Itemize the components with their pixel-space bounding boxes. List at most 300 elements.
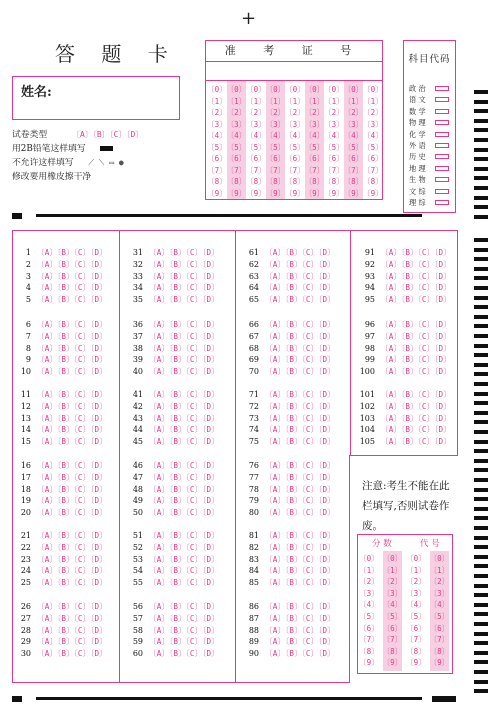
answer-bubbles[interactable]: 〔A〕〔B〕〔C〕〔D〕 (265, 331, 336, 341)
exam-digit-bubble[interactable]: 〔4〕 (304, 131, 325, 140)
timing-mark (474, 257, 488, 261)
score-digit-bubble[interactable]: 〔1〕 (382, 565, 403, 575)
score-label: 分 数 (372, 539, 392, 549)
exam-digit-bubble[interactable]: 〔7〕 (246, 165, 266, 175)
question-number: 2 (25, 259, 31, 269)
answer-bubbles[interactable]: 〔A〕〔B〕〔C〕〔D〕 (149, 320, 220, 329)
exam-digit-bubble[interactable]: 〔0〕 (304, 85, 325, 94)
subject-bubble[interactable] (435, 154, 449, 159)
score-digit-bubble[interactable]: 〔6〕 (382, 623, 403, 633)
timing-mark (474, 536, 488, 540)
exam-digit-bubble[interactable]: 〔6〕 (343, 154, 364, 163)
answer-bubbles[interactable]: 〔A〕〔B〕〔C〕〔D〕 (149, 508, 220, 518)
exam-digit-bubble[interactable]: 〔4〕 (285, 131, 305, 140)
answer-bubbles[interactable]: 〔A〕〔B〕〔C〕〔D〕 (37, 343, 108, 353)
exam-digit-bubble[interactable]: 〔5〕 (363, 142, 383, 152)
question-number: 59 (132, 637, 143, 647)
subject-bubble[interactable] (435, 132, 449, 137)
answer-bubbles[interactable]: 〔A〕〔B〕〔C〕〔D〕 (37, 437, 108, 447)
question-number: 91 (364, 248, 375, 257)
question-number: 66 (248, 320, 259, 329)
score-digit-bubble[interactable]: 〔2〕 (429, 577, 450, 587)
answer-bubbles[interactable]: 〔A〕〔B〕〔C〕〔D〕 (149, 472, 220, 482)
subject-name: 地 理 (409, 163, 426, 173)
answer-bubbles[interactable]: 〔A〕〔B〕〔C〕〔D〕 (37, 425, 108, 435)
answer-bubbles[interactable]: 〔A〕〔B〕〔C〕〔D〕 (265, 531, 336, 540)
score-digit-bubble[interactable]: 〔0〕 (429, 554, 450, 563)
question-number: 43 (132, 413, 143, 423)
answer-bubbles[interactable]: 〔A〕〔B〕〔C〕〔D〕 (265, 542, 336, 552)
answer-bubbles[interactable]: 〔A〕〔B〕〔C〕〔D〕 (37, 637, 108, 647)
question-number: 17 (20, 472, 31, 482)
exam-digit-bubble[interactable]: 〔2〕 (207, 108, 227, 117)
score-digit-bubble[interactable]: 〔4〕 (382, 600, 403, 610)
subject-bubble[interactable] (435, 120, 449, 125)
answer-bubbles[interactable]: 〔A〕〔B〕〔C〕〔D〕 (37, 320, 108, 329)
score-digit-bubble[interactable]: 〔3〕 (359, 588, 379, 598)
answer-bubbles[interactable]: 〔A〕〔B〕〔C〕〔D〕 (265, 320, 336, 329)
answer-bubbles[interactable]: 〔A〕〔B〕〔C〕〔D〕 (149, 625, 220, 635)
answer-bubbles[interactable]: 〔A〕〔B〕〔C〕〔D〕 (37, 649, 108, 659)
question-number: 21 (20, 531, 31, 540)
score-digit-bubble[interactable]: 〔0〕 (382, 554, 403, 563)
top-divider-rule (36, 214, 422, 217)
question-number: 88 (248, 625, 259, 635)
exam-digit-bubble[interactable]: 〔4〕 (363, 131, 383, 140)
answer-bubbles[interactable]: 〔A〕〔B〕〔C〕〔D〕 (381, 355, 452, 365)
answer-bubbles[interactable]: 〔A〕〔B〕〔C〕〔D〕 (265, 295, 336, 305)
score-digit-bubble[interactable]: 〔5〕 (406, 612, 426, 621)
answer-bubbles[interactable]: 〔A〕〔B〕〔C〕〔D〕 (265, 367, 336, 377)
question-number: 28 (20, 625, 31, 635)
score-digit-bubble[interactable]: 〔8〕 (429, 646, 450, 656)
answer-bubbles[interactable]: 〔A〕〔B〕〔C〕〔D〕 (37, 259, 108, 269)
score-digit-bubble[interactable]: 〔9〕 (429, 658, 450, 668)
exam-digit-bubble[interactable]: 〔6〕 (265, 154, 286, 163)
answer-bubbles[interactable]: 〔A〕〔B〕〔C〕〔D〕 (149, 367, 220, 377)
answer-bubbles[interactable]: 〔A〕〔B〕〔C〕〔D〕 (149, 613, 220, 623)
exam-digit-bubble[interactable]: 〔8〕 (324, 177, 344, 186)
score-digit-bubble[interactable]: 〔1〕 (406, 565, 426, 575)
score-digit-bubble[interactable]: 〔9〕 (382, 658, 403, 668)
answer-bubbles[interactable]: 〔A〕〔B〕〔C〕〔D〕 (37, 295, 108, 305)
exam-digit-bubble[interactable]: 〔6〕 (207, 154, 227, 163)
exam-digit-bubble[interactable]: 〔1〕 (363, 96, 383, 106)
question-number: 32 (132, 259, 143, 269)
timing-mark (474, 651, 488, 655)
score-digit-bubble[interactable]: 〔7〕 (429, 635, 450, 645)
answer-bubbles[interactable]: 〔A〕〔B〕〔C〕〔D〕 (265, 401, 336, 411)
answer-bubbles[interactable]: 〔A〕〔B〕〔C〕〔D〕 (149, 413, 220, 423)
question-number: 58 (132, 625, 143, 635)
question-number: 73 (248, 413, 259, 423)
exam-digit-bubble[interactable]: 〔9〕 (343, 188, 364, 198)
answer-bubbles[interactable]: 〔A〕〔B〕〔C〕〔D〕 (37, 508, 108, 518)
score-digit-bubble[interactable]: 〔0〕 (359, 554, 379, 563)
score-digit-bubble[interactable]: 〔2〕 (359, 577, 379, 587)
score-digit-bubble[interactable]: 〔8〕 (406, 646, 426, 656)
exam-digit-bubble[interactable]: 〔2〕 (343, 108, 364, 117)
score-digit-bubble[interactable]: 〔2〕 (382, 577, 403, 587)
answer-bubbles[interactable]: 〔A〕〔B〕〔C〕〔D〕 (149, 295, 220, 305)
answer-bubbles[interactable]: 〔A〕〔B〕〔C〕〔D〕 (149, 637, 220, 647)
answer-bubbles[interactable]: 〔A〕〔B〕〔C〕〔D〕 (381, 343, 452, 353)
answer-bubbles[interactable]: 〔A〕〔B〕〔C〕〔D〕 (37, 625, 108, 635)
answer-bubbles[interactable]: 〔A〕〔B〕〔C〕〔D〕 (265, 355, 336, 365)
exam-digit-bubble[interactable]: 〔0〕 (265, 85, 286, 94)
answer-bubbles[interactable]: 〔A〕〔B〕〔C〕〔D〕 (149, 566, 220, 576)
exam-digit-bubble[interactable]: 〔2〕 (226, 108, 247, 117)
answer-bubbles[interactable]: 〔A〕〔B〕〔C〕〔D〕 (381, 320, 452, 329)
score-digit-bubble[interactable]: 〔8〕 (382, 646, 403, 656)
question-number: 3 (25, 271, 31, 281)
subject-bubble[interactable] (435, 86, 449, 91)
question-number: 37 (132, 331, 143, 341)
page-title: 答 题 卡 (55, 42, 178, 66)
answer-bubbles[interactable]: 〔A〕〔B〕〔C〕〔D〕 (149, 259, 220, 269)
exam-digit-bubble[interactable]: 〔8〕 (343, 177, 364, 186)
answer-bubbles[interactable]: 〔A〕〔B〕〔C〕〔D〕 (37, 602, 108, 611)
score-digit-bubble[interactable]: 〔9〕 (359, 658, 379, 668)
score-digit-bubble[interactable]: 〔3〕 (382, 588, 403, 598)
answer-bubbles[interactable]: 〔A〕〔B〕〔C〕〔D〕 (381, 390, 452, 399)
exam-digit-bubble[interactable]: 〔1〕 (324, 96, 344, 106)
exam-digit-bubble[interactable]: 〔2〕 (363, 108, 383, 117)
exam-digit-bubble[interactable]: 〔4〕 (226, 131, 247, 140)
exam-digit-bubble[interactable]: 〔5〕 (265, 142, 286, 152)
answer-bubbles[interactable]: 〔A〕〔B〕〔C〕〔D〕 (381, 367, 452, 377)
exam-digit-bubble[interactable]: 〔6〕 (324, 154, 344, 163)
answer-bubbles[interactable]: 〔A〕〔B〕〔C〕〔D〕 (37, 390, 108, 399)
answer-bubbles[interactable]: 〔A〕〔B〕〔C〕〔D〕 (149, 649, 220, 659)
exam-digit-bubble[interactable]: 〔9〕 (246, 188, 266, 198)
exam-digit-bubble[interactable]: 〔9〕 (226, 188, 247, 198)
question-number: 27 (20, 613, 31, 623)
exam-digit-bubble[interactable]: 〔4〕 (207, 131, 227, 140)
timing-mark (474, 167, 488, 171)
exam-digit-bubble[interactable]: 〔2〕 (324, 108, 344, 117)
exam-digit-bubble[interactable]: 〔5〕 (304, 142, 325, 152)
answer-bubbles[interactable]: 〔A〕〔B〕〔C〕〔D〕 (149, 578, 220, 588)
score-digit-bubble[interactable]: 〔0〕 (406, 554, 426, 563)
answer-bubbles[interactable]: 〔A〕〔B〕〔C〕〔D〕 (37, 401, 108, 411)
exam-digit-bubble[interactable]: 〔1〕 (304, 96, 325, 106)
answer-bubbles[interactable]: 〔A〕〔B〕〔C〕〔D〕 (37, 331, 108, 341)
answer-bubbles[interactable]: 〔A〕〔B〕〔C〕〔D〕 (37, 542, 108, 552)
exam-digit-bubble[interactable]: 〔3〕 (285, 119, 305, 129)
answer-bubbles[interactable]: 〔A〕〔B〕〔C〕〔D〕 (149, 484, 220, 494)
exam-digit-bubble[interactable]: 〔3〕 (324, 119, 344, 129)
exam-digit-bubble[interactable]: 〔6〕 (246, 154, 266, 163)
exam-digit-bubble[interactable]: 〔8〕 (207, 177, 227, 186)
answer-bubbles[interactable]: 〔A〕〔B〕〔C〕〔D〕 (265, 637, 336, 647)
exam-digit-bubble[interactable]: 〔4〕 (324, 131, 344, 140)
exam-digit-bubble[interactable]: 〔9〕 (285, 188, 305, 198)
answer-bubbles[interactable]: 〔A〕〔B〕〔C〕〔D〕 (265, 472, 336, 482)
exam-digit-bubble[interactable]: 〔5〕 (207, 142, 227, 152)
paper-type-options[interactable]: 〔A〕〔B〕〔C〕〔D〕 (72, 130, 144, 139)
question-number: 90 (248, 649, 259, 659)
answer-bubbles[interactable]: 〔A〕〔B〕〔C〕〔D〕 (37, 248, 108, 257)
answer-bubbles[interactable]: 〔A〕〔B〕〔C〕〔D〕 (37, 531, 108, 540)
question-number: 79 (248, 496, 259, 506)
score-digit-bubble[interactable]: 〔3〕 (406, 588, 426, 598)
exam-digit-bubble[interactable]: 〔1〕 (207, 96, 227, 106)
answer-bubbles[interactable]: 〔A〕〔B〕〔C〕〔D〕 (37, 461, 108, 470)
score-digit-bubble[interactable]: 〔7〕 (382, 635, 403, 645)
exam-digit-bubble[interactable]: 〔6〕 (226, 154, 247, 163)
timing-mark (474, 670, 488, 674)
exam-digit-bubble[interactable]: 〔1〕 (285, 96, 305, 106)
timing-mark (474, 128, 488, 132)
exam-digit-bubble[interactable]: 〔0〕 (226, 85, 247, 94)
timing-mark (474, 478, 488, 482)
subject-bubble[interactable] (435, 143, 449, 148)
score-digit-bubble[interactable]: 〔4〕 (429, 600, 450, 610)
answer-bubbles[interactable]: 〔A〕〔B〕〔C〕〔D〕 (149, 355, 220, 365)
exam-digit-bubble[interactable]: 〔0〕 (285, 85, 305, 94)
score-digit-bubble[interactable]: 〔8〕 (359, 646, 379, 656)
score-digit-bubble[interactable]: 〔4〕 (359, 600, 379, 610)
answer-bubbles[interactable]: 〔A〕〔B〕〔C〕〔D〕 (265, 259, 336, 269)
exam-digit-bubble[interactable]: 〔7〕 (343, 165, 364, 175)
answer-bubbles[interactable]: 〔A〕〔B〕〔C〕〔D〕 (265, 508, 336, 518)
answer-bubbles[interactable]: 〔A〕〔B〕〔C〕〔D〕 (37, 355, 108, 365)
exam-digit-bubble[interactable]: 〔4〕 (265, 131, 286, 140)
answer-bubbles[interactable]: 〔A〕〔B〕〔C〕〔D〕 (265, 613, 336, 623)
exam-digit-bubble[interactable]: 〔5〕 (285, 142, 305, 152)
answer-bubbles[interactable]: 〔A〕〔B〕〔C〕〔D〕 (149, 531, 220, 540)
score-digit-bubble[interactable]: 〔4〕 (406, 600, 426, 610)
score-digit-bubble[interactable]: 〔1〕 (429, 565, 450, 575)
answer-bubbles[interactable]: 〔A〕〔B〕〔C〕〔D〕 (149, 496, 220, 506)
exam-digit-bubble[interactable]: 〔7〕 (265, 165, 286, 175)
answer-bubbles[interactable]: 〔A〕〔B〕〔C〕〔D〕 (381, 295, 452, 305)
answer-bubbles[interactable]: 〔A〕〔B〕〔C〕〔D〕 (37, 496, 108, 506)
score-column (406, 551, 425, 671)
answer-bubbles[interactable]: 〔A〕〔B〕〔C〕〔D〕 (265, 649, 336, 659)
timing-mark (474, 420, 488, 424)
score-digit-bubble[interactable]: 〔9〕 (406, 658, 426, 668)
question-number: 45 (132, 437, 143, 447)
timing-mark (474, 680, 488, 684)
answer-bubbles[interactable]: 〔A〕〔B〕〔C〕〔D〕 (149, 542, 220, 552)
subject-name: 化 学 (409, 129, 426, 139)
exam-digit-bubble[interactable]: 〔1〕 (246, 96, 266, 106)
answer-bubbles[interactable]: 〔A〕〔B〕〔C〕〔D〕 (149, 554, 220, 564)
exam-digit-bubble[interactable]: 〔8〕 (363, 177, 383, 186)
score-digit-bubble[interactable]: 〔2〕 (406, 577, 426, 587)
timing-mark (474, 138, 488, 142)
answer-bubbles[interactable]: 〔A〕〔B〕〔C〕〔D〕 (381, 259, 452, 269)
answer-bubbles[interactable]: 〔A〕〔B〕〔C〕〔D〕 (149, 425, 220, 435)
exam-digit-bubble[interactable]: 〔7〕 (324, 165, 344, 175)
answer-bubbles[interactable]: 〔A〕〔B〕〔C〕〔D〕 (149, 390, 220, 399)
answer-bubbles[interactable]: 〔A〕〔B〕〔C〕〔D〕 (265, 484, 336, 494)
exam-digit-bubble[interactable]: 〔6〕 (304, 154, 325, 163)
exam-digit-bubble[interactable]: 〔1〕 (265, 96, 286, 106)
exam-digit-bubble[interactable]: 〔3〕 (304, 119, 325, 129)
exam-digit-bubble[interactable]: 〔3〕 (343, 119, 364, 129)
answer-bubbles[interactable]: 〔A〕〔B〕〔C〕〔D〕 (37, 484, 108, 494)
exam-digit-bubble[interactable]: 〔6〕 (363, 154, 383, 163)
exam-digit-bubble[interactable]: 〔5〕 (246, 142, 266, 152)
subject-code-title: 科目代码 (408, 54, 451, 65)
score-digit-bubble[interactable]: 〔5〕 (429, 612, 450, 621)
exam-digit-bubble[interactable]: 〔9〕 (207, 188, 227, 198)
exam-digit-bubble[interactable]: 〔9〕 (363, 188, 383, 198)
exam-digit-bubble[interactable]: 〔0〕 (363, 85, 383, 94)
answer-bubbles[interactable]: 〔A〕〔B〕〔C〕〔D〕 (265, 271, 336, 281)
answer-bubbles[interactable]: 〔A〕〔B〕〔C〕〔D〕 (381, 413, 452, 423)
answer-bubbles[interactable]: 〔A〕〔B〕〔C〕〔D〕 (149, 248, 220, 257)
answer-bubbles[interactable]: 〔A〕〔B〕〔C〕〔D〕 (381, 271, 452, 281)
exam-digit-bubble[interactable]: 〔0〕 (246, 85, 266, 94)
score-digit-bubble[interactable]: 〔1〕 (359, 565, 379, 575)
answer-bubbles[interactable]: 〔A〕〔B〕〔C〕〔D〕 (37, 271, 108, 281)
answer-bubbles[interactable]: 〔A〕〔B〕〔C〕〔D〕 (381, 425, 452, 435)
question-number: 103 (359, 413, 375, 423)
exam-digit-bubble[interactable]: 〔8〕 (304, 177, 325, 186)
answer-bubbles[interactable]: 〔A〕〔B〕〔C〕〔D〕 (265, 283, 336, 293)
question-number: 96 (364, 320, 375, 329)
question-number: 15 (20, 437, 31, 447)
subject-bubble[interactable] (435, 200, 449, 205)
exam-digit-bubble[interactable]: 〔0〕 (343, 85, 364, 94)
exam-digit-bubble[interactable]: 〔5〕 (324, 142, 344, 152)
score-digit-bubble[interactable]: 〔7〕 (406, 635, 426, 645)
subject-bubble[interactable] (435, 177, 449, 182)
score-digit-bubble[interactable]: 〔6〕 (429, 623, 450, 633)
subject-bubble[interactable] (435, 189, 449, 194)
answer-bubbles[interactable]: 〔A〕〔B〕〔C〕〔D〕 (381, 401, 452, 411)
exam-digit-bubble[interactable]: 〔7〕 (226, 165, 247, 175)
answer-bubbles[interactable]: 〔A〕〔B〕〔C〕〔D〕 (37, 472, 108, 482)
exam-digit-bubble[interactable]: 〔3〕 (226, 119, 247, 129)
answer-bubbles[interactable]: 〔A〕〔B〕〔C〕〔D〕 (265, 578, 336, 588)
subject-bubble[interactable] (435, 166, 449, 171)
exam-digit-bubble[interactable]: 〔8〕 (246, 177, 266, 186)
exam-digit-bubble[interactable]: 〔3〕 (246, 119, 266, 129)
exam-digit-bubble[interactable]: 〔5〕 (226, 142, 247, 152)
exam-digit-bubble[interactable]: 〔7〕 (363, 165, 383, 175)
exam-digit-bubble[interactable]: 〔1〕 (226, 96, 247, 106)
exam-digit-bubble[interactable]: 〔9〕 (304, 188, 325, 198)
answer-bubbles[interactable]: 〔A〕〔B〕〔C〕〔D〕 (265, 554, 336, 564)
answer-bubbles[interactable]: 〔A〕〔B〕〔C〕〔D〕 (37, 566, 108, 576)
question-number: 94 (364, 283, 375, 293)
answer-bubbles[interactable]: 〔A〕〔B〕〔C〕〔D〕 (37, 554, 108, 564)
answer-bubbles[interactable]: 〔A〕〔B〕〔C〕〔D〕 (265, 625, 336, 635)
answer-bubbles[interactable]: 〔A〕〔B〕〔C〕〔D〕 (37, 413, 108, 423)
exam-digit-bubble[interactable]: 〔4〕 (246, 131, 266, 140)
exam-digit-bubble[interactable]: 〔2〕 (304, 108, 325, 117)
exam-digit-bubble[interactable]: 〔0〕 (207, 85, 227, 94)
exam-digit-bubble[interactable]: 〔2〕 (265, 108, 286, 117)
answer-bubbles[interactable]: 〔A〕〔B〕〔C〕〔D〕 (265, 461, 336, 470)
exam-digit-bubble[interactable]: 〔3〕 (265, 119, 286, 129)
notice-box (349, 455, 458, 683)
answer-bubbles[interactable]: 〔A〕〔B〕〔C〕〔D〕 (149, 461, 220, 470)
answer-bubbles[interactable]: 〔A〕〔B〕〔C〕〔D〕 (381, 437, 452, 447)
name-field[interactable] (12, 76, 180, 120)
answer-bubbles[interactable]: 〔A〕〔B〕〔C〕〔D〕 (149, 437, 220, 447)
exam-digit-bubble[interactable]: 〔7〕 (304, 165, 325, 175)
exam-digit-bubble[interactable]: 〔3〕 (363, 119, 383, 129)
answer-bubbles[interactable]: 〔A〕〔B〕〔C〕〔D〕 (265, 390, 336, 399)
answer-bubbles[interactable]: 〔A〕〔B〕〔C〕〔D〕 (149, 331, 220, 341)
score-digit-bubble[interactable]: 〔6〕 (359, 623, 379, 633)
answer-bubbles[interactable]: 〔A〕〔B〕〔C〕〔D〕 (265, 248, 336, 257)
answer-bubbles[interactable]: 〔A〕〔B〕〔C〕〔D〕 (265, 437, 336, 447)
exam-digit-bubble[interactable]: 〔7〕 (207, 165, 227, 175)
score-digit-bubble[interactable]: 〔3〕 (429, 588, 450, 598)
timing-mark (474, 186, 488, 190)
subject-bubble[interactable] (435, 97, 449, 102)
exam-digit-bubble[interactable]: 〔0〕 (324, 85, 344, 94)
answer-bubbles[interactable]: 〔A〕〔B〕〔C〕〔D〕 (265, 602, 336, 611)
answer-bubbles[interactable]: 〔A〕〔B〕〔C〕〔D〕 (37, 578, 108, 588)
answer-bubbles[interactable]: 〔A〕〔B〕〔C〕〔D〕 (149, 602, 220, 611)
exam-digit-bubble[interactable]: 〔8〕 (265, 177, 286, 186)
answer-bubbles[interactable]: 〔A〕〔B〕〔C〕〔D〕 (265, 496, 336, 506)
exam-digit-bubble[interactable]: 〔6〕 (285, 154, 305, 163)
question-number: 7 (25, 331, 31, 341)
answer-bubbles[interactable]: 〔A〕〔B〕〔C〕〔D〕 (149, 343, 220, 353)
question-number: 10 (20, 367, 31, 377)
exam-digit-bubble[interactable]: 〔8〕 (285, 177, 305, 186)
timing-mark (474, 148, 488, 152)
score-digit-bubble[interactable]: 〔6〕 (406, 623, 426, 633)
answer-bubbles[interactable]: 〔A〕〔B〕〔C〕〔D〕 (37, 613, 108, 623)
exam-digit-bubble[interactable]: 〔8〕 (226, 177, 247, 186)
exam-number-write-row[interactable] (206, 61, 382, 81)
score-digit-bubble[interactable]: 〔5〕 (382, 612, 403, 621)
answer-bubbles[interactable]: 〔A〕〔B〕〔C〕〔D〕 (381, 331, 452, 341)
question-number: 48 (132, 484, 143, 494)
score-digit-bubble[interactable]: 〔5〕 (359, 612, 379, 621)
timing-mark (474, 507, 488, 511)
exam-digit-bubble[interactable]: 〔2〕 (285, 108, 305, 117)
exam-digit-bubble[interactable]: 〔9〕 (324, 188, 344, 198)
answer-bubbles[interactable]: 〔A〕〔B〕〔C〕〔D〕 (149, 271, 220, 281)
column-divider (119, 231, 120, 682)
score-digit-bubble[interactable]: 〔7〕 (359, 635, 379, 645)
timing-mark (474, 248, 488, 252)
answer-bubbles[interactable]: 〔A〕〔B〕〔C〕〔D〕 (381, 283, 452, 293)
timing-mark (474, 526, 488, 530)
answer-bubbles[interactable]: 〔A〕〔B〕〔C〕〔D〕 (265, 343, 336, 353)
exam-digit-bubble[interactable]: 〔5〕 (343, 142, 364, 152)
exam-digit-bubble[interactable]: 〔4〕 (343, 131, 364, 140)
subject-bubble[interactable] (435, 109, 449, 114)
answer-bubbles[interactable]: 〔A〕〔B〕〔C〕〔D〕 (265, 566, 336, 576)
answer-bubbles[interactable]: 〔A〕〔B〕〔C〕〔D〕 (37, 367, 108, 377)
answer-bubbles[interactable]: 〔A〕〔B〕〔C〕〔D〕 (149, 401, 220, 411)
exam-digit-bubble[interactable]: 〔2〕 (246, 108, 266, 117)
answer-bubbles[interactable]: 〔A〕〔B〕〔C〕〔D〕 (265, 413, 336, 423)
exam-digit-bubble[interactable]: 〔3〕 (207, 119, 227, 129)
answer-bubbles[interactable]: 〔A〕〔B〕〔C〕〔D〕 (265, 425, 336, 435)
exam-digit-bubble[interactable]: 〔9〕 (265, 188, 286, 198)
answer-bubbles[interactable]: 〔A〕〔B〕〔C〕〔D〕 (381, 248, 452, 257)
answer-bubbles[interactable]: 〔A〕〔B〕〔C〕〔D〕 (149, 283, 220, 293)
answer-bubbles[interactable]: 〔A〕〔B〕〔C〕〔D〕 (37, 283, 108, 293)
exam-digit-bubble[interactable]: 〔7〕 (285, 165, 305, 175)
correct-fill-row (12, 141, 113, 154)
exam-digit-bubble[interactable]: 〔1〕 (343, 96, 364, 106)
question-number: 56 (132, 602, 143, 611)
